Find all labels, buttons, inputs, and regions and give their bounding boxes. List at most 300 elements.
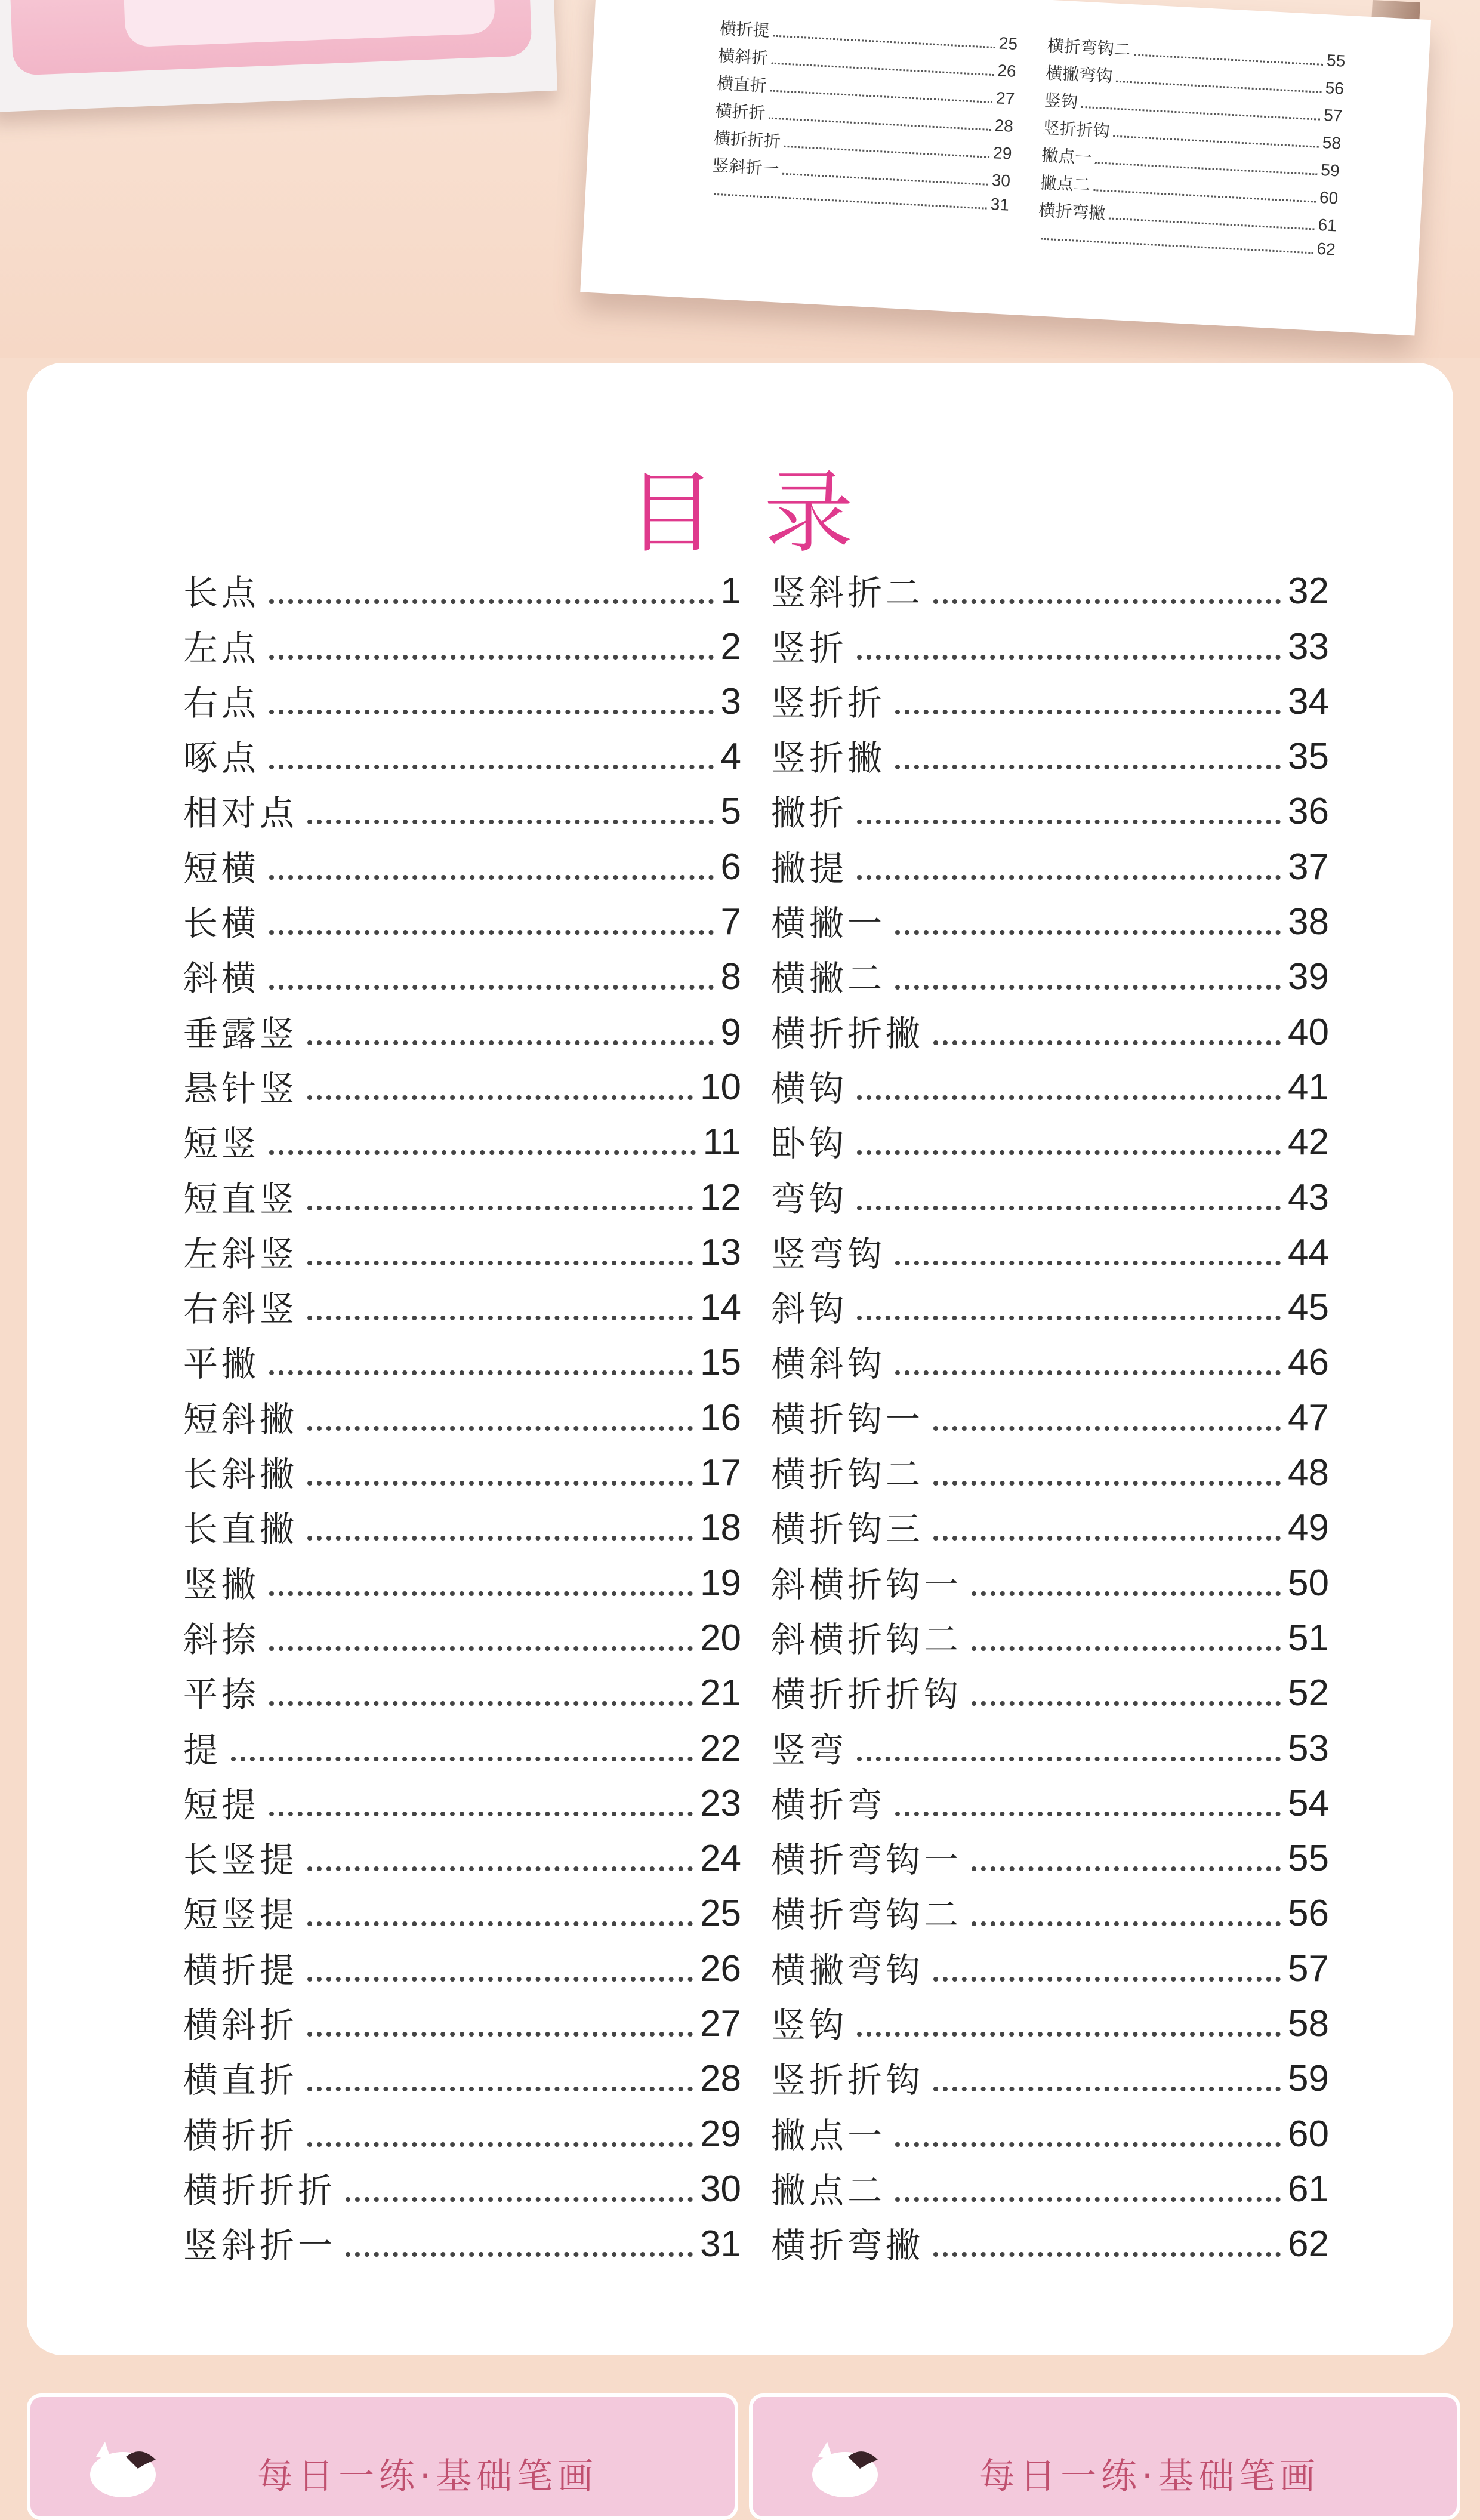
toc-entry bbox=[183, 670, 741, 725]
toc-entry-page-number: 60 bbox=[1319, 187, 1339, 208]
toc-entry bbox=[183, 945, 741, 1000]
toc-entry-page-number: 5 bbox=[720, 791, 741, 833]
toc-entry-page-number: 53 bbox=[1288, 1727, 1329, 1769]
dot-leader bbox=[895, 2142, 1281, 2147]
toc-entry-label: 横撇一 bbox=[771, 903, 886, 944]
toc-entry bbox=[183, 1882, 741, 1937]
dot-leader bbox=[307, 2087, 693, 2091]
toc-entry bbox=[771, 1992, 1329, 2047]
dot-leader bbox=[972, 1866, 1281, 1871]
dot-leader bbox=[857, 1316, 1281, 1320]
toc-entry-label: 横钩 bbox=[771, 1068, 848, 1109]
toc-entry-label: 竖折 bbox=[771, 627, 848, 668]
toc-entry-label: 平撇 bbox=[183, 1344, 260, 1385]
toc-entry-page-number: 17 bbox=[700, 1452, 741, 1494]
toc-entry bbox=[183, 1827, 741, 1882]
toc-entry-label: 横折提 bbox=[719, 18, 770, 41]
toc-entry-page-number: 55 bbox=[1288, 1838, 1329, 1880]
toc-entry-label: 横折折撇 bbox=[771, 1013, 924, 1054]
toc-entry bbox=[771, 1441, 1329, 1496]
toc-entry bbox=[183, 1000, 741, 1055]
toc-entry-label: 左斜竖 bbox=[183, 1233, 298, 1274]
toc-entry-label: 斜横折钩一 bbox=[771, 1564, 963, 1605]
dot-leader bbox=[269, 1701, 693, 1706]
toc-entry-page-number: 32 bbox=[1288, 571, 1329, 612]
toc-card bbox=[27, 363, 1453, 2355]
toc-entry bbox=[183, 1221, 741, 1276]
toc-entry-page-number: 19 bbox=[700, 1562, 741, 1604]
toc-entry-label: 横折钩三 bbox=[771, 1509, 924, 1550]
toc-entry-label: 卧钩 bbox=[771, 1123, 848, 1165]
preview-heading: 每日一练·基础笔画 bbox=[257, 2456, 599, 2497]
toc-entry-page-number: 27 bbox=[700, 2003, 741, 2045]
toc-entry-page-number: 56 bbox=[1324, 78, 1345, 98]
toc-entry-label: 短直竖 bbox=[183, 1178, 298, 1219]
toc-entry-label: 竖钩 bbox=[1044, 90, 1078, 112]
toc-entry-label: 横折折折 bbox=[183, 2170, 337, 2211]
toc-entry-page-number: 29 bbox=[992, 143, 1013, 163]
toc-entry-label: 横折弯撇 bbox=[1038, 200, 1106, 224]
toc-entry-label: 长斜撇 bbox=[183, 1454, 298, 1495]
toc-entry-page-number: 34 bbox=[1288, 680, 1329, 722]
toc-entry bbox=[771, 1331, 1329, 1386]
toc-entry bbox=[771, 1607, 1329, 1662]
toc-entry bbox=[183, 780, 741, 835]
toc-title: 目录 bbox=[626, 461, 901, 565]
toc-entry bbox=[771, 2102, 1329, 2157]
toc-entry bbox=[771, 1056, 1329, 1111]
toc-entry-label: 竖弯 bbox=[771, 1729, 848, 1770]
dot-leader bbox=[269, 765, 714, 769]
toc-entry-label: 竖折折 bbox=[771, 682, 886, 723]
toc-entry bbox=[771, 1276, 1329, 1331]
toc-entry-page-number: 42 bbox=[1288, 1122, 1329, 1163]
toc-entry-label: 横折钩二 bbox=[771, 1454, 924, 1495]
toc-entry-label: 悬针竖 bbox=[183, 1068, 298, 1109]
toc-entry-label: 短竖提 bbox=[183, 1894, 298, 1936]
dot-leader bbox=[895, 1370, 1281, 1375]
dot-leader bbox=[269, 710, 714, 714]
toc-entry-label: 竖斜折一 bbox=[711, 155, 780, 179]
toc-entry-page-number: 57 bbox=[1323, 106, 1343, 125]
toc-entry bbox=[183, 891, 741, 945]
toc-entry-page-number: 22 bbox=[700, 1727, 741, 1769]
toc-entry-page-number: 54 bbox=[1288, 1782, 1329, 1824]
toc-entry bbox=[771, 1772, 1329, 1827]
toc-entry-label: 横折弯钩二 bbox=[771, 1894, 963, 1936]
toc-entry-label: 斜捺 bbox=[183, 1619, 260, 1660]
toc-entry-page-number: 35 bbox=[1288, 736, 1329, 778]
toc-entry bbox=[771, 670, 1329, 725]
toc-entry bbox=[183, 2102, 741, 2157]
dot-leader bbox=[895, 1261, 1281, 1265]
toc-entry-label: 竖钩 bbox=[771, 2005, 848, 2046]
toc-entry-label: 横折弯撇 bbox=[771, 2225, 924, 2266]
toc-entry-label: 撇提 bbox=[771, 848, 848, 889]
toc-entry-page-number: 33 bbox=[1288, 626, 1329, 667]
closed-book bbox=[0, 0, 557, 112]
toc-entry bbox=[771, 1937, 1329, 1992]
dot-leader bbox=[933, 2087, 1281, 2091]
toc-entry-label: 横斜折 bbox=[183, 2005, 298, 2046]
dot-leader bbox=[972, 1921, 1281, 1926]
dot-leader bbox=[1095, 162, 1317, 175]
toc-entry-page-number: 16 bbox=[700, 1397, 741, 1438]
toc-entry-label: 提 bbox=[183, 1729, 222, 1770]
dot-leader bbox=[769, 117, 991, 131]
toc-entry-label: 短提 bbox=[183, 1784, 260, 1825]
dot-leader bbox=[269, 599, 714, 604]
toc-left-column bbox=[183, 560, 741, 2268]
toc-entry-label: 相对点 bbox=[183, 793, 298, 834]
toc-entry-label: 竖弯钩 bbox=[771, 1233, 886, 1274]
toc-entry-page-number: 25 bbox=[700, 1893, 741, 1934]
dot-leader bbox=[857, 1206, 1281, 1210]
toc-entry bbox=[771, 1166, 1329, 1221]
toc-entry-page-number: 31 bbox=[989, 195, 1010, 214]
toc-right-column bbox=[771, 560, 1329, 2268]
toc-entry-page-number: 43 bbox=[1288, 1176, 1329, 1218]
toc-entry bbox=[771, 1111, 1329, 1166]
toc-entry-label: 斜钩 bbox=[771, 1289, 848, 1330]
toc-entry-label: 斜横折钩二 bbox=[771, 1619, 963, 1660]
toc-entry-page-number: 30 bbox=[991, 171, 1011, 190]
dot-leader bbox=[1093, 189, 1315, 203]
toc-entry-label: 横斜钩 bbox=[771, 1344, 886, 1385]
dot-leader bbox=[933, 599, 1281, 604]
dot-leader bbox=[307, 1426, 693, 1431]
toc-entry-page-number: 62 bbox=[1316, 239, 1336, 259]
toc-entry-page-number: 27 bbox=[995, 88, 1016, 108]
toc-entry-label: 竖折撇 bbox=[771, 738, 886, 779]
mascot-icon bbox=[806, 2433, 884, 2499]
toc-entry-label: 竖折折钩 bbox=[1042, 118, 1111, 141]
dot-leader bbox=[1134, 54, 1323, 66]
toc-entry bbox=[771, 1717, 1329, 1772]
toc-entry-page-number: 25 bbox=[998, 33, 1018, 54]
dot-leader bbox=[269, 985, 714, 990]
toc-entry bbox=[771, 1827, 1329, 1882]
toc-entry bbox=[183, 1717, 741, 1772]
toc-entry-page-number: 23 bbox=[700, 1782, 741, 1824]
toc-entry-page-number: 1 bbox=[720, 571, 741, 612]
toc-entry bbox=[771, 2213, 1329, 2268]
dot-leader bbox=[770, 90, 992, 103]
dot-leader bbox=[231, 1757, 693, 1761]
preview-panel-left bbox=[27, 2393, 738, 2520]
toc-entry-page-number: 59 bbox=[1288, 2058, 1329, 2100]
dot-leader bbox=[933, 2252, 1281, 2257]
toc-entry-label: 长横 bbox=[183, 903, 260, 944]
toc-entry bbox=[183, 1496, 741, 1551]
toc-entry-page-number: 58 bbox=[1288, 2003, 1329, 2045]
toc-entry bbox=[183, 1607, 741, 1662]
toc-entry bbox=[183, 2158, 741, 2213]
toc-entry-label: 撇点一 bbox=[1041, 145, 1093, 168]
toc-entry-label: 啄点 bbox=[183, 738, 260, 779]
photo-toc-right-column bbox=[1037, 33, 1346, 268]
dot-leader bbox=[895, 1812, 1281, 1816]
toc-entry-page-number: 48 bbox=[1288, 1452, 1329, 1494]
dot-leader bbox=[972, 1591, 1281, 1596]
toc-entry-label: 撇点二 bbox=[1040, 172, 1091, 195]
toc-entry-page-number: 11 bbox=[702, 1122, 741, 1163]
toc-entry-label: 横撇弯钩 bbox=[1045, 63, 1114, 87]
toc-entry-label: 短竖 bbox=[183, 1123, 260, 1165]
dot-leader bbox=[307, 1481, 693, 1486]
dot-leader bbox=[895, 930, 1281, 935]
toc-entry-page-number: 30 bbox=[700, 2168, 741, 2210]
dot-leader bbox=[933, 1040, 1281, 1045]
dot-leader bbox=[307, 1921, 693, 1926]
dot-leader bbox=[933, 1426, 1281, 1431]
toc-entry-label: 横折钩一 bbox=[771, 1398, 924, 1440]
dot-leader bbox=[857, 875, 1281, 880]
toc-entry-page-number: 49 bbox=[1288, 1507, 1329, 1549]
toc-entry-label: 横折弯 bbox=[771, 1784, 886, 1825]
toc-entry-page-number: 45 bbox=[1288, 1287, 1329, 1329]
dot-leader bbox=[1116, 81, 1322, 93]
toc-entry bbox=[183, 1111, 741, 1166]
toc-entry bbox=[183, 1551, 741, 1606]
toc-entry-page-number: 56 bbox=[1288, 1893, 1329, 1934]
toc-entry-label: 长竖提 bbox=[183, 1840, 298, 1881]
toc-entry-label: 右点 bbox=[183, 682, 260, 723]
toc-entry-label: 竖斜折二 bbox=[771, 572, 924, 614]
dot-leader bbox=[895, 710, 1281, 714]
toc-entry-label: 弯钩 bbox=[771, 1178, 848, 1219]
toc-entry-page-number: 28 bbox=[994, 116, 1014, 135]
toc-entry-page-number: 4 bbox=[720, 736, 741, 778]
toc-entry bbox=[183, 1992, 741, 2047]
toc-entry-page-number: 10 bbox=[700, 1066, 741, 1108]
toc-entry-label: 横折折 bbox=[183, 2115, 298, 2156]
dot-leader bbox=[269, 875, 714, 880]
dot-leader bbox=[857, 820, 1281, 824]
toc-entry-page-number: 36 bbox=[1288, 791, 1329, 833]
toc-entry-page-number: 44 bbox=[1288, 1231, 1329, 1273]
toc-entry bbox=[183, 1386, 741, 1441]
photo-toc-left-column bbox=[710, 16, 1018, 223]
toc-entry-page-number: 46 bbox=[1288, 1342, 1329, 1384]
toc-entry bbox=[183, 560, 741, 615]
toc-entry-label: 撇点二 bbox=[771, 2170, 886, 2211]
toc-entry-page-number: 61 bbox=[1288, 2168, 1329, 2210]
toc-entry bbox=[183, 1772, 741, 1827]
toc-entry bbox=[771, 1000, 1329, 1055]
toc-entry-page-number: 41 bbox=[1288, 1066, 1329, 1108]
preview-panel-right bbox=[749, 2393, 1460, 2520]
toc-entry-label: 垂露竖 bbox=[183, 1013, 298, 1054]
toc-entry-page-number: 51 bbox=[1288, 1617, 1329, 1659]
dot-leader bbox=[784, 146, 989, 158]
toc-entry-label: 短斜撇 bbox=[183, 1398, 298, 1440]
toc-entry-page-number: 28 bbox=[700, 2058, 741, 2100]
toc-entry-label: 撇折 bbox=[771, 793, 848, 834]
toc-entry bbox=[771, 945, 1329, 1000]
toc-entry-page-number: 20 bbox=[700, 1617, 741, 1659]
toc-entry-page-number: 6 bbox=[720, 846, 741, 888]
dot-leader bbox=[269, 1812, 693, 1816]
dot-leader bbox=[933, 1536, 1281, 1541]
toc-entry-page-number: 15 bbox=[700, 1342, 741, 1384]
toc-entry-page-number: 62 bbox=[1288, 2223, 1329, 2265]
toc-entry-page-number: 21 bbox=[700, 1672, 741, 1714]
dot-leader bbox=[307, 1536, 693, 1541]
toc-entry bbox=[771, 835, 1329, 890]
dot-leader bbox=[346, 2197, 693, 2202]
toc-entry-page-number: 3 bbox=[720, 680, 741, 722]
dot-leader bbox=[307, 1866, 693, 1871]
dot-leader bbox=[307, 1206, 693, 1210]
toc-entry-page-number: 50 bbox=[1288, 1562, 1329, 1604]
dot-leader bbox=[857, 1150, 1281, 1155]
dot-leader bbox=[782, 173, 988, 186]
dot-leader bbox=[857, 1757, 1281, 1761]
toc-entry-page-number: 24 bbox=[700, 1838, 741, 1880]
toc-entry-label: 平捺 bbox=[183, 1674, 260, 1715]
toc-entry-page-number: 8 bbox=[720, 956, 741, 998]
toc-entry-label: 横折折 bbox=[714, 100, 766, 124]
toc-entry-page-number: 39 bbox=[1288, 956, 1329, 998]
toc-entry-label: 竖折折钩 bbox=[771, 2060, 924, 2101]
toc-entry bbox=[183, 1937, 741, 1992]
toc-entry-page-number: 13 bbox=[700, 1231, 741, 1273]
dot-leader bbox=[269, 1370, 693, 1375]
toc-entry bbox=[771, 560, 1329, 615]
toc-entry bbox=[771, 2047, 1329, 2102]
toc-entry-page-number: 55 bbox=[1326, 51, 1346, 70]
toc-entry-page-number: 60 bbox=[1288, 2113, 1329, 2155]
toc-entry bbox=[771, 780, 1329, 835]
dot-leader bbox=[269, 930, 714, 935]
toc-entry-page-number: 59 bbox=[1320, 160, 1340, 180]
dot-leader bbox=[895, 985, 1281, 990]
toc-entry bbox=[183, 1331, 741, 1386]
dot-leader bbox=[933, 1977, 1281, 1982]
dot-leader bbox=[895, 2197, 1281, 2202]
dot-leader bbox=[772, 63, 994, 76]
toc-entry-label: 左点 bbox=[183, 627, 260, 668]
dot-leader bbox=[1041, 238, 1313, 254]
toc-entry bbox=[183, 1276, 741, 1331]
dot-leader bbox=[773, 35, 995, 49]
dot-leader bbox=[307, 1261, 693, 1265]
dot-leader bbox=[307, 1095, 693, 1100]
toc-entry bbox=[771, 1662, 1329, 1717]
toc-entry bbox=[183, 1056, 741, 1111]
open-book-page bbox=[580, 0, 1431, 336]
toc-entry-label: 横折折折钩 bbox=[771, 1674, 963, 1715]
dot-leader bbox=[307, 2032, 693, 2037]
toc-entry-page-number: 18 bbox=[700, 1507, 741, 1549]
dot-leader bbox=[857, 655, 1281, 660]
toc-entry bbox=[771, 725, 1329, 780]
toc-entry-page-number: 58 bbox=[1322, 133, 1342, 153]
toc-entry-label: 斜横 bbox=[183, 958, 260, 999]
toc-entry bbox=[183, 1166, 741, 1221]
toc-entry-page-number: 57 bbox=[1288, 1948, 1329, 1989]
dot-leader bbox=[895, 765, 1281, 769]
toc-entry bbox=[771, 1882, 1329, 1937]
toc-entry-page-number: 12 bbox=[700, 1176, 741, 1218]
toc-entry-page-number: 37 bbox=[1288, 846, 1329, 888]
toc-entry-label: 竖斜折一 bbox=[183, 2225, 337, 2266]
toc-entry-label: 横斜折 bbox=[717, 45, 769, 69]
toc-entry-label: 右斜竖 bbox=[183, 1289, 298, 1330]
toc-entry-label: 横直折 bbox=[716, 73, 767, 96]
toc-entry-label: 横直折 bbox=[183, 2060, 298, 2101]
dot-leader bbox=[269, 1150, 696, 1155]
toc-entry bbox=[183, 2047, 741, 2102]
toc-entry-page-number: 47 bbox=[1288, 1397, 1329, 1438]
preview-heading: 每日一练·基础笔画 bbox=[979, 2456, 1321, 2497]
toc-entry-page-number: 61 bbox=[1317, 215, 1337, 235]
toc-entry bbox=[183, 1662, 741, 1717]
dot-leader bbox=[307, 2142, 693, 2147]
toc-entry-page-number: 26 bbox=[700, 1948, 741, 1989]
toc-entry-label: 横折折折 bbox=[713, 128, 781, 152]
toc-entry-label: 横折弯钩一 bbox=[771, 1840, 963, 1881]
toc-entry bbox=[183, 2213, 741, 2268]
dot-leader bbox=[714, 193, 986, 210]
toc-entry-label: 横撇弯钩 bbox=[771, 1949, 924, 1991]
toc-entry-page-number: 29 bbox=[700, 2113, 741, 2155]
toc-entry-label: 横折弯钩二 bbox=[1047, 35, 1131, 60]
dot-leader bbox=[933, 1481, 1281, 1486]
dot-leader bbox=[972, 1701, 1281, 1706]
toc-entry-page-number: 7 bbox=[720, 901, 741, 943]
toc-entry-label: 短横 bbox=[183, 848, 260, 889]
toc-entry-page-number: 2 bbox=[720, 626, 741, 667]
toc-entry bbox=[183, 835, 741, 890]
dot-leader bbox=[307, 820, 714, 824]
toc-entry-label: 竖撇 bbox=[183, 1564, 260, 1605]
toc-entry bbox=[771, 891, 1329, 945]
toc-entry-page-number: 52 bbox=[1288, 1672, 1329, 1714]
dot-leader bbox=[857, 2032, 1281, 2037]
dot-leader bbox=[1113, 135, 1319, 148]
dot-leader bbox=[269, 655, 714, 660]
toc-entry bbox=[183, 1441, 741, 1496]
dot-leader bbox=[346, 2252, 693, 2257]
toc-entry-page-number: 31 bbox=[700, 2223, 741, 2265]
toc-entry-page-number: 40 bbox=[1288, 1011, 1329, 1053]
dot-leader bbox=[1109, 217, 1315, 230]
toc-entry bbox=[771, 1496, 1329, 1551]
toc-entry-label: 撇点一 bbox=[771, 2115, 886, 2156]
dot-leader bbox=[857, 1095, 1281, 1100]
toc-entry-label: 长直撇 bbox=[183, 1509, 298, 1550]
toc-entry-page-number: 26 bbox=[997, 61, 1017, 81]
toc-entry-label: 横折提 bbox=[183, 1949, 298, 1991]
toc-entry-page-number: 14 bbox=[700, 1287, 741, 1329]
toc-entry bbox=[771, 615, 1329, 670]
toc-entry-page-number: 9 bbox=[720, 1011, 741, 1053]
dot-leader bbox=[307, 1040, 714, 1045]
mascot-icon bbox=[84, 2433, 162, 2499]
dot-leader bbox=[269, 1591, 693, 1596]
dot-leader bbox=[972, 1646, 1281, 1651]
dot-leader bbox=[307, 1977, 693, 1982]
book-photo bbox=[0, 0, 1480, 358]
toc-entry bbox=[183, 615, 741, 670]
toc-entry-page-number: 38 bbox=[1288, 901, 1329, 943]
dot-leader bbox=[307, 1316, 693, 1320]
dot-leader bbox=[269, 1646, 693, 1651]
toc-entry bbox=[771, 1551, 1329, 1606]
toc-entry-label: 横撇二 bbox=[771, 958, 886, 999]
